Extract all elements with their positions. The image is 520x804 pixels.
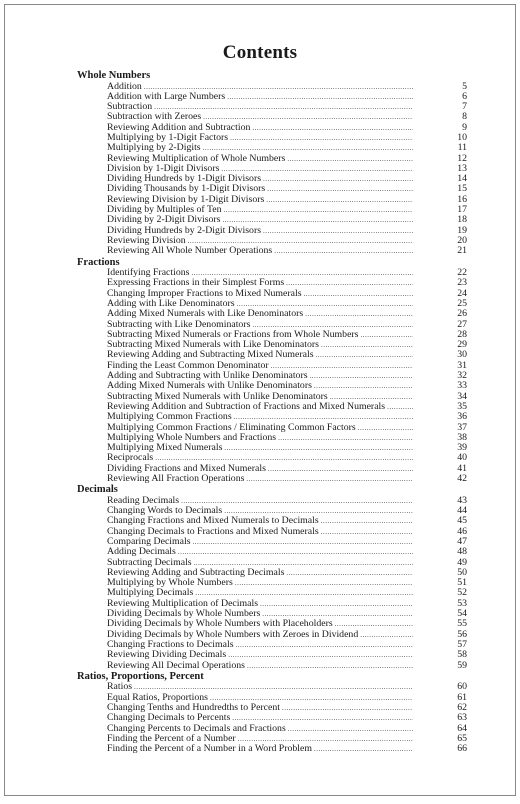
toc-page-number: 56 [457, 628, 467, 640]
toc-page-number: 66 [457, 743, 467, 755]
toc-page-number: 54 [457, 608, 467, 620]
dot-leader [316, 350, 413, 360]
toc-page-number: 52 [457, 587, 467, 599]
toc-page-number: 14 [457, 173, 467, 185]
toc-page-number: 51 [457, 577, 467, 589]
toc-entry-label: Subtracting with Like Denominators [107, 318, 251, 330]
toc-entry-label: Adding Decimals [107, 546, 176, 558]
dot-leader [260, 599, 413, 609]
toc-entry-label: Dividing Decimals by Whole Numbers [107, 608, 261, 620]
toc-entry-label: Adding and Subtracting with Unlike Denominators [107, 370, 308, 382]
toc-entry-label: Reviewing Addition and Subtraction of Fractions and Mixed Numerals [107, 400, 386, 412]
toc-entry-label: Reviewing Adding and Subtracting Mixed Numerals [107, 349, 314, 361]
toc-page-number: 48 [457, 546, 467, 558]
dot-leader [193, 537, 413, 547]
toc-entry-label: Dividing Fractions and Mixed Numerals [107, 462, 266, 474]
toc-page-number: 24 [457, 287, 467, 299]
toc-entry [77, 744, 467, 754]
toc-page-number: 19 [457, 224, 467, 236]
toc-entry-label: Changing Improper Fractions to Mixed Numerals [107, 287, 302, 299]
toc-entry-label: Reading Decimals [107, 494, 180, 506]
toc-page-number: 57 [457, 638, 467, 650]
dot-leader [304, 289, 413, 299]
toc-entry-label: Multiplying by 2-Digits [107, 142, 201, 154]
toc-page-number: 50 [457, 566, 467, 578]
table-of-contents [77, 70, 467, 754]
toc-entry-label: Subtracting Mixed Numerals with Unlike Denominators [107, 390, 328, 402]
dot-leader [314, 744, 413, 754]
toc-page-number: 26 [457, 308, 467, 320]
toc-entry-label: Changing Decimals to Fractions and Mixed Numerals [107, 525, 319, 537]
toc-page-number: 46 [457, 525, 467, 537]
dot-leader [224, 205, 413, 215]
toc-entry-label: Dividing by Multiples of Ten [107, 204, 222, 216]
toc-entry-label: Dividing by 2-Digit Divisors [107, 214, 221, 226]
toc-page-number: 10 [457, 131, 467, 143]
toc-entry-label: Dividing Hundreds by 2-Digit Divisors [107, 224, 262, 236]
toc-entry-label: Multiplying Decimals [107, 587, 194, 599]
toc-entry [77, 661, 467, 671]
toc-entry-label: Changing Percents to Decimals and Fractions [107, 722, 286, 734]
toc-entry-label: Dividing Hundreds by 1-Digit Divisors [107, 173, 262, 185]
toc-page-number: 53 [457, 597, 467, 609]
dot-leader [321, 527, 413, 537]
section-heading: Whole Numbers [77, 70, 151, 81]
dot-leader [286, 568, 413, 578]
toc-entry [77, 412, 467, 422]
toc-page-number: 33 [457, 380, 467, 392]
toc-page-number: 7 [462, 101, 467, 113]
toc-page-number: 8 [462, 111, 467, 123]
toc-page-number: 45 [457, 515, 467, 527]
toc-page-number: 29 [457, 339, 467, 351]
dot-leader [288, 724, 413, 734]
dot-leader [232, 713, 413, 723]
toc-page-number: 22 [457, 267, 467, 279]
toc-entry-label: Addition [107, 80, 142, 92]
toc-page-number: 49 [457, 556, 467, 568]
toc-entry-label: Changing Fractions and Mixed Numerals to Decimals [107, 515, 319, 527]
toc-entry-label: Equal Ratios, Proportions [107, 691, 208, 703]
toc-entry-label: Multiplying Common Fractions / Eliminating Common Factors [107, 421, 356, 433]
document-page [4, 4, 516, 796]
toc-entry-label: Subtraction with Zeroes [107, 111, 202, 123]
section-heading: Fractions [77, 256, 120, 268]
toc-entry-label: Comparing Decimals [107, 535, 191, 547]
toc-page-number: 27 [457, 318, 467, 330]
toc-entry-label: Subtraction [107, 101, 153, 113]
dot-leader [228, 650, 413, 660]
toc-page-number: 23 [457, 277, 467, 289]
dot-leader [278, 433, 413, 443]
dot-leader [314, 381, 413, 391]
toc-entry-label: Changing Fractions to Decimals [107, 638, 234, 650]
toc-page-number: 5 [462, 80, 467, 92]
toc-entry-label: Multiplying Common Fractions [107, 411, 232, 423]
toc-entry-label: Identifying Fractions [107, 267, 190, 279]
toc-entry-label: Finding the Percent of a Number in a Word Problem [107, 743, 312, 755]
dot-leader [274, 246, 413, 256]
toc-entry-label: Division by 1-Digit Divisors [107, 162, 220, 174]
toc-entry-label: Reviewing Multiplication of Whole Numbers [107, 152, 286, 164]
toc-page-number: 42 [457, 472, 467, 484]
toc-page-number: 32 [457, 370, 467, 382]
toc-entry-label: Multiplying by 1-Digit Factors [107, 131, 229, 143]
section-heading: Ratios, Proportions, Percent [77, 670, 204, 682]
toc-page-number: 25 [457, 297, 467, 309]
toc-entry-label: Finding the Least Common Denominator [107, 359, 269, 371]
dot-leader [236, 640, 413, 650]
toc-entry-label: Reviewing All Whole Number Operations [107, 245, 273, 257]
toc-page-number: 39 [457, 442, 467, 454]
toc-page-number: 40 [457, 452, 467, 464]
dot-leader [321, 340, 413, 350]
toc-page-number: 43 [457, 494, 467, 506]
page-title: Contents [222, 42, 298, 63]
toc-entry-label: Ratios [107, 681, 133, 693]
toc-entry [77, 474, 467, 484]
dot-leader [360, 630, 413, 640]
toc-page-number: 38 [457, 431, 467, 443]
toc-entry-label: Adding with Like Denominators [107, 297, 235, 309]
dot-leader [230, 133, 413, 143]
toc-entry-label: Reviewing Multiplication of Decimals [107, 597, 259, 609]
toc-entry-label: Changing Decimals to Percents [107, 712, 231, 724]
dot-leader [252, 123, 413, 133]
dot-leader [358, 423, 413, 433]
toc-entry-label: Subtracting Mixed Numerals with Like Denominators [107, 339, 319, 351]
toc-page-number: 62 [457, 701, 467, 713]
toc-page-number: 59 [457, 659, 467, 671]
toc-page-number: 6 [462, 90, 467, 102]
toc-entry-label: Multiplying by Whole Numbers [107, 577, 233, 589]
dot-leader [310, 371, 413, 381]
toc-page-number: 15 [457, 183, 467, 195]
dot-leader [178, 547, 413, 557]
toc-entry-label: Dividing Thousands by 1-Digit Divisors [107, 183, 266, 195]
toc-entry-label: Reviewing Addition and Subtraction [107, 121, 251, 133]
dot-leader [263, 226, 413, 236]
toc-page-number: 11 [457, 142, 467, 154]
toc-page-number: 37 [457, 421, 467, 433]
toc-page-number: 65 [457, 732, 467, 744]
toc-entry-label: Changing Tenths and Hundredths to Percent [107, 701, 280, 713]
dot-leader [287, 154, 413, 164]
toc-page-number: 31 [457, 359, 467, 371]
toc-page-number: 18 [457, 214, 467, 226]
toc-page-number: 20 [457, 234, 467, 246]
dot-leader [387, 402, 413, 412]
toc-page-number: 28 [457, 328, 467, 340]
toc-entry-label: Dividing Decimals by Whole Numbers with Placeholders [107, 618, 333, 630]
toc-entry-label: Subtracting Decimals [107, 556, 192, 568]
toc-page-number: 63 [457, 712, 467, 724]
toc-entry-label: Subtracting Mixed Numerals or Fractions from Whole Numbers [107, 328, 359, 340]
toc-page-number: 12 [457, 152, 467, 164]
toc-page-number: 30 [457, 349, 467, 361]
toc-page-number: 35 [457, 400, 467, 412]
dot-leader [361, 330, 414, 340]
dot-leader [263, 174, 413, 184]
toc-page-number: 44 [457, 505, 467, 517]
toc-page-number: 41 [457, 462, 467, 474]
toc-entry [77, 650, 467, 660]
toc-entry-label: Reviewing Dividing Decimals [107, 649, 227, 661]
dot-leader [282, 703, 413, 713]
toc-entry-label: Dividing Decimals by Whole Numbers with Zeroes in Dividend [107, 628, 359, 640]
toc-entry-label: Addition with Large Numbers [107, 90, 226, 102]
dot-leader [305, 309, 413, 319]
toc-page-number: 61 [457, 691, 467, 703]
toc-entry [77, 713, 467, 723]
dot-leader [286, 278, 413, 288]
toc-page-number: 64 [457, 722, 467, 734]
dot-leader [268, 464, 413, 474]
toc-page-number: 47 [457, 535, 467, 547]
dot-leader [227, 92, 413, 102]
toc-page-number: 17 [457, 204, 467, 216]
toc-page-number: 60 [457, 681, 467, 693]
toc-page-number: 55 [457, 618, 467, 630]
toc-entry-label: Expressing Fractions in their Simplest Forms [107, 277, 285, 289]
toc-page-number: 58 [457, 649, 467, 661]
dot-leader [224, 443, 413, 453]
dot-leader [266, 195, 413, 205]
section-heading: Decimals [77, 484, 118, 496]
toc-entry-label: Adding Mixed Numerals with Like Denominators [107, 308, 304, 320]
toc-entry-label: Reviewing All Decimal Operations [107, 659, 245, 671]
toc-page-number: 34 [457, 390, 467, 402]
dot-leader [234, 412, 413, 422]
toc-page-number: 21 [457, 245, 467, 257]
dot-leader [246, 474, 413, 484]
toc-entry [77, 246, 467, 256]
toc-entry-label: Reviewing Division [107, 234, 186, 246]
toc-entry-label: Adding Mixed Numerals with Unlike Denominators [107, 380, 312, 392]
toc-page-number: 16 [457, 193, 467, 205]
toc-page-number: 9 [462, 121, 467, 133]
toc-page-number: 13 [457, 162, 467, 174]
toc-entry-label: Changing Words to Decimals [107, 505, 223, 517]
dot-leader [247, 661, 413, 671]
toc-entry-label: Reviewing Division by 1-Digit Divisors [107, 193, 265, 205]
dot-leader [321, 516, 413, 526]
toc-entry-label: Multiplying Mixed Numerals [107, 442, 223, 454]
toc-entry [77, 309, 467, 319]
toc-entry-label: Reviewing All Fraction Operations [107, 472, 245, 484]
toc-entry-label: Reciprocals [107, 452, 154, 464]
toc-entry-label: Reviewing Adding and Subtracting Decimals [107, 566, 285, 578]
toc-page-number: 36 [457, 411, 467, 423]
toc-entry-label: Multiplying Whole Numbers and Fractions [107, 431, 277, 443]
dot-leader [235, 578, 413, 588]
toc-entry-label: Finding the Percent of a Number [107, 732, 236, 744]
dot-leader [267, 184, 413, 194]
